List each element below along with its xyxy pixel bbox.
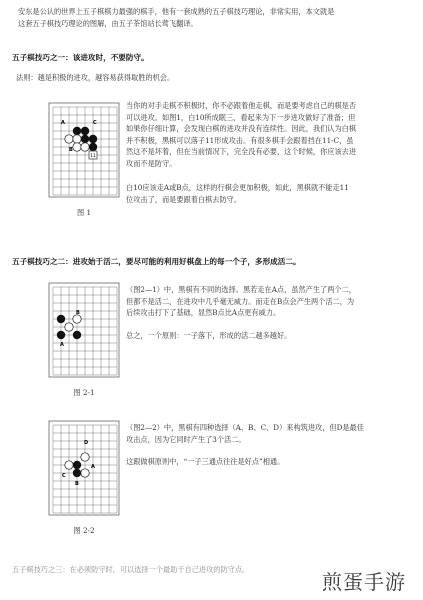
black-stone [81,127,89,135]
black-stone [73,331,81,339]
text-line: 攻而不是防守。 [126,158,177,168]
black-stone [73,127,81,135]
white-stone [81,143,89,151]
point-label-c: C [62,473,66,479]
section2-heading: 五子棋技巧之二：进攻始于活二，要尽可能的利用好棋盘上的每一个子，多形成活二。 [12,257,301,266]
text-line: 可以进攻。如图1，白10所成眠三，看起来为下一步进攻做好了准备；但 [126,112,356,122]
black-stone [89,135,97,143]
white-stone [65,461,73,469]
text-line: 如果你仔细计算，会发现白棋的进攻并没有连续性。因此，我们认为白棋 [126,124,357,133]
intro-line: 这套五子棋技巧理论的图解，由五子茶馆站长莺飞翻译。 [18,18,198,28]
text-line: （图2—1）中，黑棋有不同的选择。黑若走在A点，虽然产生了两个二， [126,285,356,294]
point-label-a: A [91,464,95,470]
black-stone [73,469,81,477]
figure-2-1 [48,282,120,398]
section3-para2: 这跟做棋原则中，“一子三通点往往是好点”相通。 [126,457,285,466]
intro-line: 安东是公认的世界上五子棋棋力最强的棋手，他有一套成熟的五子棋技巧理论，非常实用，本文就是 [18,7,335,16]
white-stone [65,323,73,331]
black-stone [73,461,81,469]
white-stone [81,469,89,477]
text-line: 后续攻击打下了基础，显然B点比A点更有威力。 [126,308,281,317]
section1-rule: 法则：越是积极的进攻，越容易获得取胜的机会。 [16,73,175,82]
section1-para1 [126,100,416,169]
white-stone [81,453,89,461]
text-line: 但都不是活二，在进攻中几乎毫无威力。而走在B点会产生两个活二，为 [126,296,355,306]
point-label-d: D [84,440,89,446]
figure-caption: 图 1 [76,208,92,217]
point-label-a: A [60,342,64,348]
board-figure-2-1 [48,282,120,378]
point-label-b: B [75,481,79,487]
section2-para2: 总之，一个原则：一子落下，形成的活二越多越好。 [126,331,292,340]
move-number-label: 11 [90,154,96,159]
board-figure-2-2 [48,420,120,516]
white-stone [73,315,81,323]
figure-1 [48,102,120,218]
section3-para1 [126,422,416,445]
white-stone [73,143,81,151]
text-line: 然这不是坏着，但在当前情况下，完全没有必要，这个时候，你应该去进 [126,147,357,156]
intro-paragraph [18,6,408,29]
point-label-c: C [93,120,97,126]
point-label-b: B [76,310,80,316]
section1-heading: 五子棋技巧之一：该进攻时，不要防守。 [12,53,149,62]
text-line: 当你的对手走棋不积极时，你不必跟着他走棋，而是要考虑自己的棋是否 [126,101,357,110]
white-stone [73,135,81,143]
text-line: 并不积极，黑棋可以落子11形成攻击。有很多棋手会跟着挡在11-C，虽 [126,135,354,145]
section4-heading: 五子棋技巧之三：在必须防守时，可以选择一个最助于自己进攻的防守点。 [12,565,250,574]
figure-caption: 图 2-2 [73,526,95,535]
black-stone [89,143,97,151]
black-stone [81,135,89,143]
section2-para1 [126,284,416,319]
figure-2-2 [48,420,120,536]
black-stone [57,331,65,339]
point-label-a: A [61,120,65,126]
section1-para2 [126,182,416,205]
text-line: 攻击点，因为它同时产生了3个活二。 [126,434,246,444]
text-line: 位攻击了，而是要跟着白棋去防守。 [126,194,242,204]
white-stone [65,135,73,143]
point-label-b: B [69,147,73,153]
text-line: （图2—2）中，黑棋有四种选择（A、B、C、D）来构筑进攻，但D是最佳 [126,423,364,432]
watermark: 煎蛋手游 [322,570,406,594]
board-figure-1 [48,102,120,198]
figure-caption: 图 2-1 [73,388,95,397]
text-line: 白10应该走A或B点，这样的行棋会更加积极，如此，黑棋就不能走11 [126,183,349,192]
black-stone [57,315,65,323]
